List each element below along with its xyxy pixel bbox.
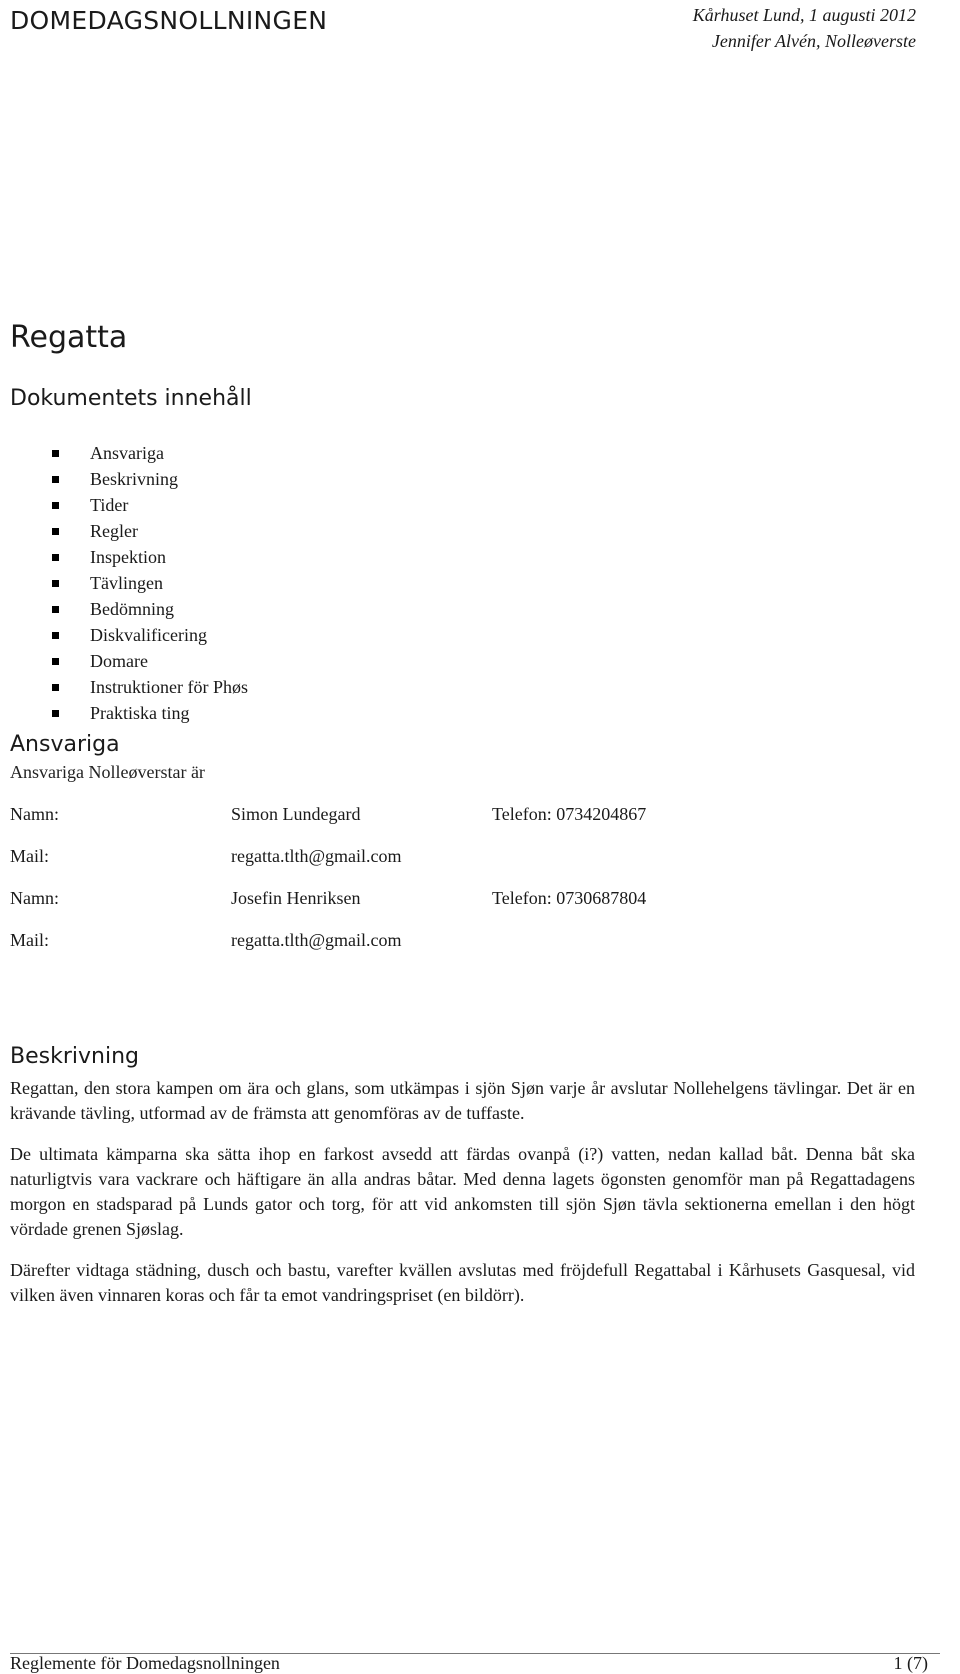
page-title: Regatta [10, 320, 128, 355]
square-bullet-icon [52, 606, 59, 613]
toc-item-label: Tävlingen [90, 573, 163, 593]
beskrivning-paragraph-3: Därefter vidtaga städning, dusch och bastu, varefter kvällen avslutas med fröjdefull Regattabal i Kårhusets Gasquesal, vid vilken även vinnaren koras och får ta emot vandringspriset (en bildörr). [10, 1260, 915, 1305]
toc-item-label: Beskrivning [90, 469, 178, 489]
toc-item-label: Bedömning [90, 599, 174, 619]
header-location-date: Kårhuset Lund, 1 augusti 2012 [692, 5, 916, 25]
header-author: Jennifer Alvén, Nolleøverste [711, 31, 916, 51]
footer-document-title: Reglemente för Domedagsnollningen [10, 1653, 280, 1673]
toc-item [52, 700, 248, 726]
square-bullet-icon [52, 528, 59, 535]
toc-item [52, 492, 248, 518]
beskrivning-heading: Beskrivning [10, 1044, 139, 1069]
beskrivning-paragraph-1: Regattan, den stora kampen om ära och glans, som utkämpas i sjön Sjøn varje år avslutar Nollehelgens tävlingar. Det är en krävande tävling, utformad av de främsta att genomföras av de tuffaste. [10, 1078, 915, 1123]
contact-phone: Telefon: 0734204867 [492, 804, 647, 824]
square-bullet-icon [52, 450, 59, 457]
contact-label: Mail: [10, 846, 49, 866]
contact-value: regatta.tlth@gmail.com [231, 930, 402, 950]
ansvariga-intro: Ansvariga Nolleøverstar är [10, 762, 205, 782]
toc-item-label: Tider [90, 495, 129, 515]
toc-item [52, 596, 248, 622]
contact-row [10, 804, 910, 849]
header-title: DOMEDAGSNOLLNINGEN [10, 6, 328, 35]
footer-page-number: 1 (7) [893, 1653, 928, 1673]
toc-heading: Dokumentets innehåll [10, 386, 252, 411]
toc-item-label: Regler [90, 521, 138, 541]
toc-item [52, 440, 248, 466]
toc-list [52, 440, 248, 726]
square-bullet-icon [52, 658, 59, 665]
toc-item [52, 622, 248, 648]
header-meta [693, 2, 916, 54]
toc-item [52, 648, 248, 674]
toc-item-label: Instruktioner för Phøs [90, 677, 248, 697]
ansvariga-heading: Ansvariga [10, 732, 120, 757]
square-bullet-icon [52, 710, 59, 717]
contact-label: Mail: [10, 930, 49, 950]
contact-phone: Telefon: 0730687804 [492, 888, 647, 908]
toc-item [52, 518, 248, 544]
square-bullet-icon [52, 476, 59, 483]
toc-item-label: Inspektion [90, 547, 166, 567]
contact-row [10, 888, 910, 933]
square-bullet-icon [52, 580, 59, 587]
contact-label: Namn: [10, 804, 59, 824]
toc-item [52, 544, 248, 570]
beskrivning-paragraph-2: De ultimata kämparna ska sätta ihop en farkost avsedd att färdas ovanpå (i?) vatten, nedan kallad båt. Denna båt ska naturligtvis vara vackrare och häftigare än alla andras båtar. Med denna lagets ögonsten genomför man på Regattadagens morgon en stadsparad på Lunds gator och torg, för att vid ankomsten till sjön Sjøn tävla sektionerna emellan i den högt vördade grenen Sjøslag. [10, 1144, 915, 1239]
contact-row [10, 930, 910, 975]
contact-value: Simon Lundegard [231, 804, 361, 824]
contact-label: Namn: [10, 888, 59, 908]
square-bullet-icon [52, 502, 59, 509]
toc-item-label: Diskvalificering [90, 625, 207, 645]
contact-row [10, 846, 910, 891]
contact-value: Josefin Henriksen [231, 888, 361, 908]
toc-item [52, 466, 248, 492]
square-bullet-icon [52, 632, 59, 639]
toc-item-label: Domare [90, 651, 148, 671]
toc-item [52, 570, 248, 596]
contact-value: regatta.tlth@gmail.com [231, 846, 402, 866]
square-bullet-icon [52, 554, 59, 561]
toc-item [52, 674, 248, 700]
square-bullet-icon [52, 684, 59, 691]
toc-item-label: Praktiska ting [90, 703, 190, 723]
toc-item-label: Ansvariga [90, 443, 164, 463]
